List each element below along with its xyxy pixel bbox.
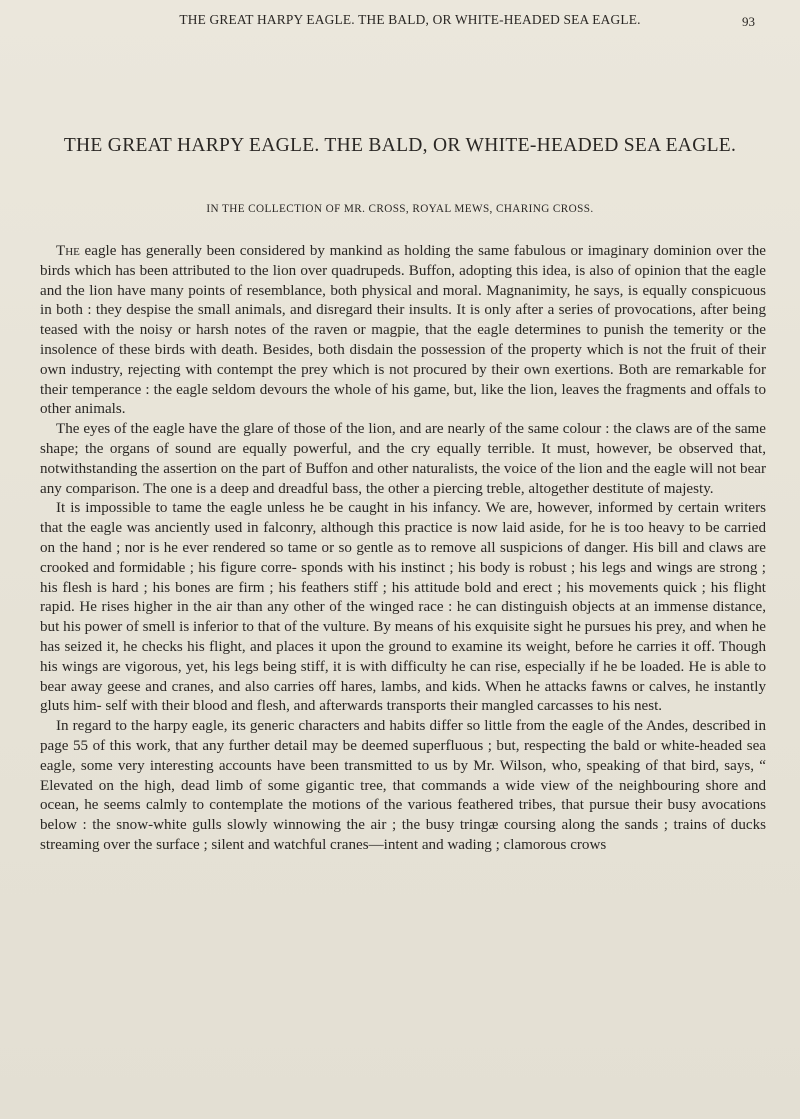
article-subtitle: IN THE COLLECTION OF MR. CROSS, ROYAL MEWS, CHARING CROSS. xyxy=(206,203,594,215)
paragraph: The eyes of the eagle have the glare of those of the lion, and are nearly of the same colour : the claws are of the same shape; the organs of sound are equally powerful, and the cry equally terrible. It must, however, be observed that, notwithstanding the assertion on the part of Buffon and other naturalists, the voice of the lion and the eagle will not bear any comparison. The one is a deep and dreadful bass, the other a piercing treble, altogether destitute of majesty. xyxy=(40,421,766,497)
page-number: 93 xyxy=(742,14,755,29)
drop-word: The xyxy=(56,243,80,259)
paragraph: It is impossible to tame the eagle unless he be caught in his infancy. We are, however, informed by certain writers that the eagle was anciently used in falconry, although this practice is now laid aside, for he is too heavy to be carried on the hand ; nor is he ever rendered so tame or so gentle as to remove all suspicions of danger. His bill and claws are crooked and formidable ; his figure corre- sponds with his instinct ; his body is robust ; his legs and wings are strong ; his flesh is hard ; his bones are firm ; his feathers stiff ; his attitude bold and erect ; his movements quick ; his flight rapid. He rises higher in the air than any other of the winged race : he can distinguish objects at an immense distance, but his power of smell is inferior to that of the vulture. By means of his exquisite sight he pursues his prey, and when he has seized it, he checks his flight, and places it upon the ground to examine its weight, before he carries it off. Though his wings are vigorous, yet, his legs being stiff, it is with difficulty he can rise, especially if he be loaded. He is able to bear away geese and cranes, and also carries off hares, lambs, and kids. When he attacks fawns or calves, he instantly gluts him- self with their blood and flesh, and afterwards transports their mangled carcasses to his nest. xyxy=(40,500,766,715)
paragraph xyxy=(40,242,766,420)
article-title: THE GREAT HARPY EAGLE. THE BALD, OR WHITE-HEADED SEA EAGLE. xyxy=(63,135,737,156)
paragraph-text: eagle has generally been considered by mankind as holding the same fabulous or imaginary dominion over the birds which has been attributed to the lion over quadrupeds. Buffon, adopting this idea, is also of opinion that the eagle and the lion have many points of resemblance, both physical and moral. Magnanimity, he says, is equally conspicuous in both : they despise the small animals, and disregard their insults. It is only after a series of provocations, after being teased with the noisy or harsh notes of the raven or magpie, that the eagle determines to punish the temerity or the insolence of these birds with death. Besides, both disdain the possession of the property which is not the fruit of their own industry, rejecting with contempt the prey which is not procured by their own exertions. Both are remarkable for their temperance : the eagle seldom devours the whole of his game, but, like the lion, leaves the fragments and offals to other animals. xyxy=(40,243,766,418)
paragraph: In regard to the harpy eagle, its generic characters and habits differ so little from the eagle of the Andes, described in page 55 of this work, that any further detail may be deemed superfluous ; but, respecting the bald or white-headed sea eagle, some very interesting accounts have been transmitted to us by Mr. Wilson, who, speaking of that bird, says, “ Elevated on the high, dead limb of some gigantic tree, that commands a wide view of the neighbouring shore and ocean, he seems calmly to contemplate the motions of the various feathered tribes, that pursue their busy avocations below : the snow-white gulls slowly winnowing the air ; the busy tringæ coursing along the sands ; trains of ducks streaming over the surface ; silent and watchful cranes—intent and wading ; clamorous crows xyxy=(40,718,766,853)
article-body xyxy=(40,242,766,856)
running-head: THE GREAT HARPY EAGLE. THE BALD, OR WHITE-HEADED SEA EAGLE. xyxy=(179,12,641,27)
